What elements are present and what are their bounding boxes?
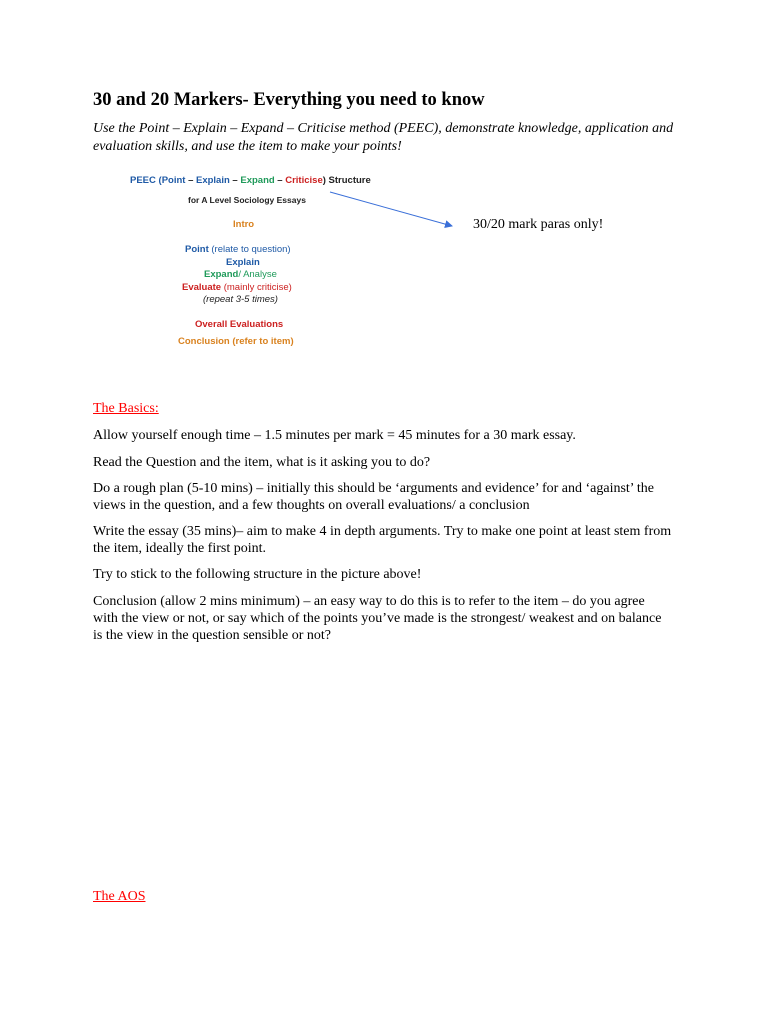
figure-conclusion-note: (refer to item) [229,336,294,347]
figure-heading-suffix: ) Structure [322,175,371,186]
figure-heading [130,175,371,187]
paragraph-time: Allow yourself enough time – 1.5 minutes per mark = 45 minutes for a 30 mark essay. [93,428,576,443]
figure-evaluate [182,282,292,294]
figure-evaluate-note: (mainly criticise) [221,282,292,293]
figure-heading-explain: Explain [196,175,230,186]
figure-heading-point: Point [161,175,186,186]
page-title: 30 and 20 Markers- Everything you need to know [93,90,485,110]
aos-heading[interactable]: The AOS [93,889,146,904]
figure-heading-prefix: PEEC ( [130,175,162,186]
arrow-note: 30/20 mark paras only! [473,217,604,232]
figure-expand [204,269,277,281]
paragraph-read: Read the Question and the item, what is it asking you to do? [93,455,431,470]
intro-text: Use the Point – Explain – Expand – Criticise method (PEEC), demonstrate knowledge, application and evaluation skills, and use the item to make your points! [93,121,674,154]
figure-heading-sep3: – [274,175,286,186]
figure-heading-criticise: Criticise [285,175,323,186]
figure-heading-sep1: – [185,175,196,186]
figure-heading-expand: Expand [240,175,275,186]
paragraph-plan: Do a rough plan (5-10 mins) – initially this should be ‘arguments and evidence’ for and ‘against’ the views in the question, and a few thoughts on overall evaluations/ a conclusion [93,481,655,513]
figure-conclusion-label: Conclusion [178,336,230,347]
figure-explain: Explain [226,257,260,268]
figure-expand-label: Expand [204,269,239,280]
figure-subheading: for A Level Sociology Essays [188,195,306,205]
paragraph-conclusion: Conclusion (allow 2 mins minimum) – an easy way to do this is to refer to the item – do you agree with the view or not, or say which of the points you’ve made is the strongest/ weakest and on balance is the view in the question sensible or not? [93,594,662,643]
figure-overall-evaluations: Overall Evaluations [195,319,284,330]
figure-heading-sep2: – [229,175,241,186]
figure-point-note: (relate to question) [208,244,291,255]
paragraph-write: Write the essay (35 mins)– aim to make 4 in depth arguments. Try to make one point at least stem from the item, ideally the first point. [93,524,672,556]
figure-repeat-note: (repeat 3-5 times) [203,294,278,305]
figure-conclusion [178,336,294,348]
figure-point [185,244,291,256]
paragraph-structure: Try to stick to the following structure in the picture above! [93,567,422,582]
figure-expand-note: / Analyse [238,269,277,280]
peec-structure-figure [120,170,380,360]
figure-point-label: Point [185,244,209,255]
figure-intro: Intro [233,219,255,230]
figure-evaluate-label: Evaluate [182,282,222,293]
basics-heading[interactable]: The Basics: [93,401,159,416]
